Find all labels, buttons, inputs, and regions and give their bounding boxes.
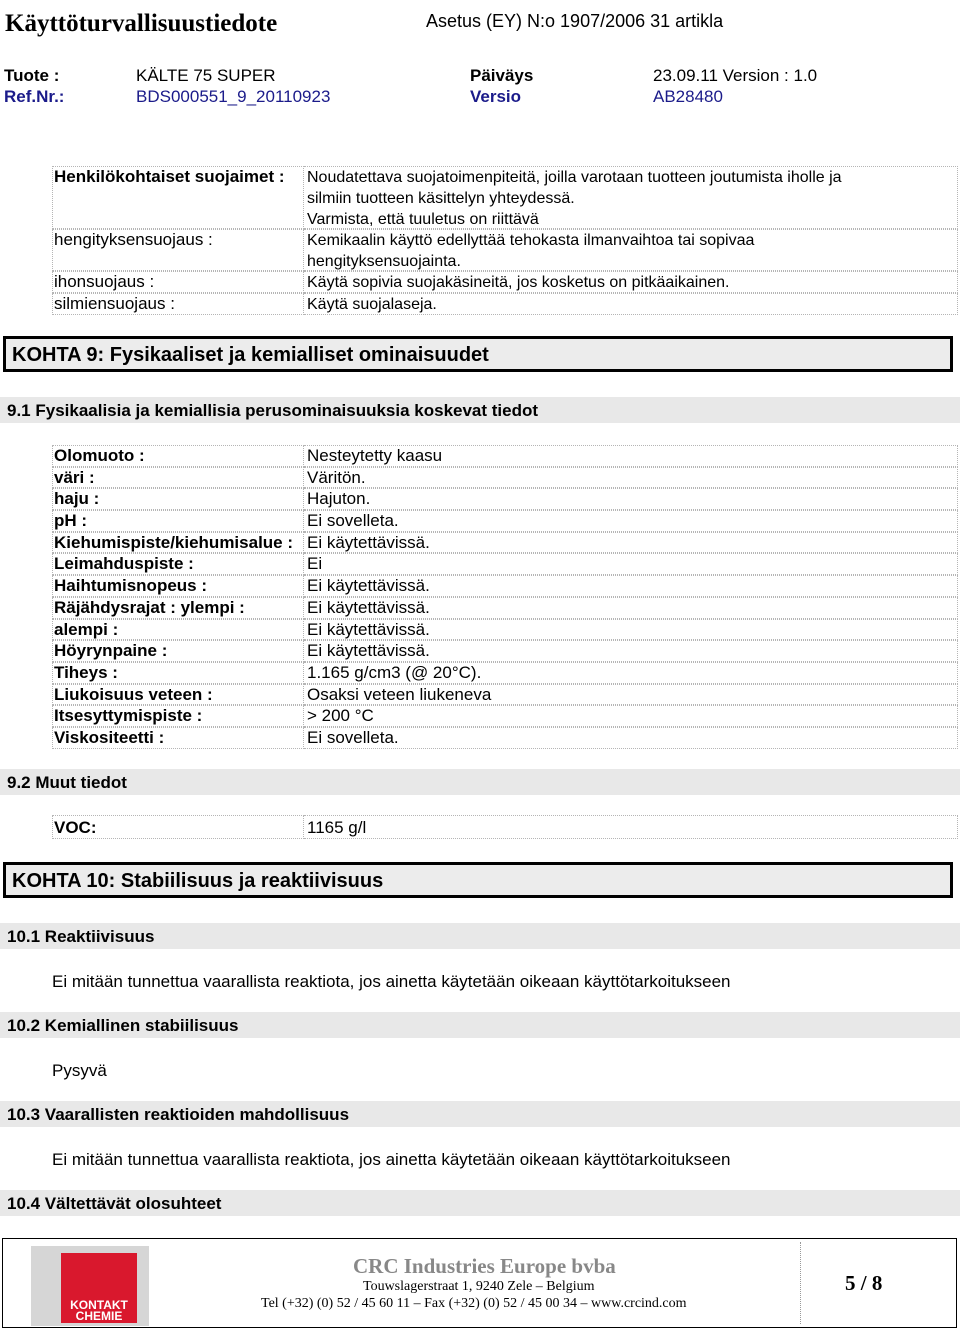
company-name: CRC Industries Europe bvba [353,1254,616,1278]
property-value: Ei käytettävissä. [304,532,958,554]
subsection-title: 10.4 Vältettävät olosuhteet [7,1194,222,1213]
version-value: AB28480 [653,87,723,106]
ref-value: BDS000551_9_20110923 [136,87,331,106]
properties-table [52,445,958,749]
property-row [52,619,958,641]
property-value: Osaksi veteen liukeneva [304,684,958,706]
logo-text: CHEMIE [75,1309,123,1323]
subsection-9-2 [0,769,960,795]
property-row [52,705,958,727]
protection-line: Kemikaalin käyttö edellyttää tehokasta ilmanvaihtoa tai sopivaa [307,232,755,249]
property-label: väri : [52,467,304,489]
property-row [52,488,958,510]
protection-label: Henkilökohtaiset suojaimet : [52,166,304,229]
subsection-title: 10.1 Reaktiivisuus [7,927,155,946]
kontakt-chemie-logo [61,1253,137,1323]
protection-label: ihonsuojaus : [52,271,304,293]
stability-text: Pysyvä [52,1061,107,1080]
property-label: Tiheys : [52,662,304,684]
page-number: 5 / 8 [845,1271,883,1295]
subsection-title: 9.1 Fysikaalisia ja kemiallisia perusominaisuuksia koskevat tiedot [7,401,539,420]
section-title: KOHTA 9: Fysikaaliset ja kemialliset ominaisuudet [12,344,489,366]
protection-value [304,293,958,315]
property-row [52,640,958,662]
property-value: Hajuton. [304,488,958,510]
property-label: Itsesyttymispiste : [52,705,304,727]
protection-line: Käytä suojalaseja. [307,296,437,313]
protection-label: hengityksensuojaus : [52,229,304,271]
property-label: pH : [52,510,304,532]
property-label: Olomuoto : [52,445,304,467]
protection-line: Käytä sopivia suojakäsineitä, jos kosketus on pitkäaikainen. [307,274,730,291]
voc-row [52,815,958,839]
property-label: Viskositeetti : [52,727,304,749]
subsection-10-2 [0,1012,960,1038]
product-value: KÄLTE 75 SUPER [136,66,276,85]
property-row [52,510,958,532]
subsection-10-3 [0,1101,960,1127]
logo-text: KONTAKT [70,1298,128,1312]
property-row [52,532,958,554]
property-value: Ei käytettävissä. [304,575,958,597]
protection-value [304,166,958,229]
property-label: Höyrynpaine : [52,640,304,662]
property-label: Liukoisuus veteen : [52,684,304,706]
subsection-title: 9.2 Muut tiedot [7,773,127,792]
company-contact: Tel (+32) (0) 52 / 45 60 11 – Fax (+32) (0) 52 / 45 00 34 – www.crcind.com [261,1296,687,1311]
section-9-header [3,336,953,372]
subsection-title: 10.3 Vaarallisten reaktioiden mahdollisuus [7,1105,350,1124]
protection-row [52,166,958,229]
voc-value: 1165 g/l [304,815,958,839]
voc-label: VOC: [52,815,304,839]
protection-row [52,271,958,293]
property-value: Ei sovelleta. [304,727,958,749]
protection-line: Varmista, että tuuletus on riittävä [307,211,539,228]
property-value: Ei [304,553,958,575]
protection-line: hengityksensuojainta. [307,253,461,270]
property-value: Ei sovelleta. [304,510,958,532]
property-row [52,684,958,706]
property-row [52,553,958,575]
property-row [52,727,958,749]
subsection-10-1 [0,923,960,949]
protection-value [304,229,958,271]
section-10-header [3,862,953,898]
document-title: Käyttöturvallisuustiedote [5,10,278,37]
property-row [52,597,958,619]
protection-row [52,293,958,315]
date-label: Päiväys [470,66,534,85]
footer-divider [800,1242,801,1324]
protection-table [52,166,958,315]
property-row [52,575,958,597]
property-row [52,662,958,684]
version-label: Versio [470,87,522,106]
property-label: alempi : [52,619,304,641]
property-row [52,445,958,467]
property-value: Ei käytettävissä. [304,619,958,641]
protection-row [52,229,958,271]
product-label: Tuote : [4,66,60,85]
subsection-title: 10.2 Kemiallinen stabiilisuus [7,1016,239,1035]
property-label: Räjähdysrajat : ylempi : [52,597,304,619]
protection-value [304,271,958,293]
property-label: Kiehumispiste/kiehumisalue : [52,532,304,554]
logo-frame [31,1246,149,1326]
ref-label: Ref.Nr.: [4,87,65,106]
subsection-9-1 [0,397,960,423]
property-value: 1.165 g/cm3 (@ 20°C). [304,662,958,684]
company-address: Touwslagerstraat 1, 9240 Zele – Belgium [363,1279,595,1294]
reactivity-text: Ei mitään tunnettua vaarallista reaktiota, jos ainetta käytetään oikeaan käyttötarkoitukseen [52,972,731,991]
voc-table [52,815,958,839]
date-value: 23.09.11 Version : 1.0 [653,66,818,85]
property-label: haju : [52,488,304,510]
protection-label: silmiensuojaus : [52,293,304,315]
property-value: Nesteytetty kaasu [304,445,958,467]
hazardous-reactions-text: Ei mitään tunnettua vaarallista reaktiota, jos ainetta käytetään oikeaan käyttötarkoitukseen [52,1150,731,1169]
protection-line: silmiin tuotteen käsittelyn yhteydessä. [307,190,575,207]
property-value: Ei käytettävissä. [304,640,958,662]
protection-line: Noudatettava suojatoimenpiteitä, joilla varotaan tuotteen joutumista iholle ja [307,169,842,186]
property-value: Ei käytettävissä. [304,597,958,619]
property-value: Väritön. [304,467,958,489]
section-title: KOHTA 10: Stabiilisuus ja reaktiivisuus [12,870,384,892]
property-value: > 200 °C [304,705,958,727]
property-row [52,467,958,489]
property-label: Leimahduspiste : [52,553,304,575]
property-label: Haihtumisnopeus : [52,575,304,597]
regulation-reference: Asetus (EY) N:o 1907/2006 31 artikla [426,11,724,31]
page-footer [2,1238,957,1328]
subsection-10-4 [0,1190,960,1216]
